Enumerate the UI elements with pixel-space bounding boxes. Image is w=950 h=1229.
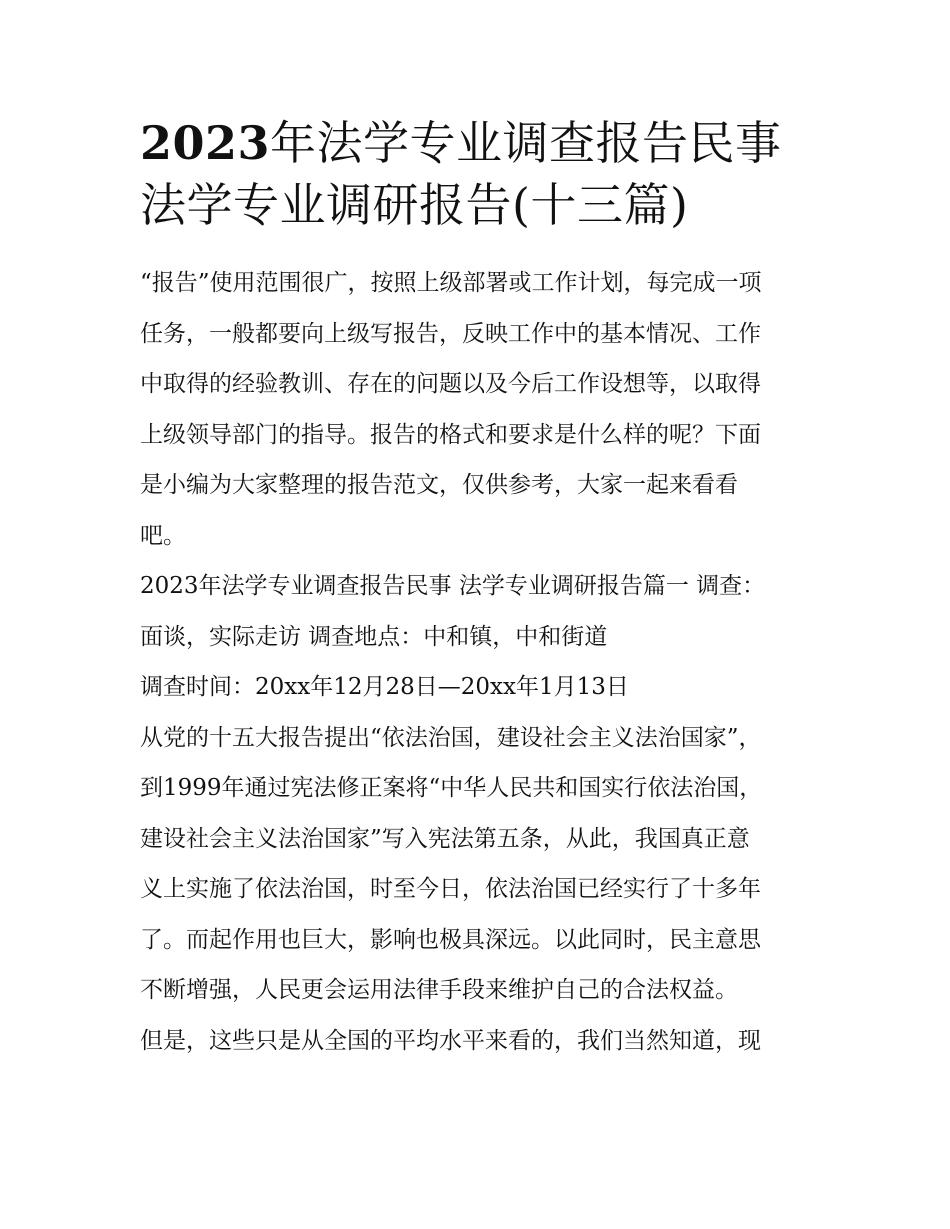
body-line: 义上实施了依法治国，时至今日，依法治国已经实行了十多年 xyxy=(140,876,761,902)
section-heading-line: 2023年法学专业调查报告民事 法学专业调研报告篇一 调查： xyxy=(140,573,766,599)
intro-line: 中取得的经验教训、存在的问题以及今后工作设想等，以取得 xyxy=(140,371,761,397)
intro-line: “报告”使用范围很广，按照上级部署或工作计划，每完成一项 xyxy=(140,270,762,296)
section-heading xyxy=(140,561,820,662)
intro-paragraph xyxy=(140,258,820,561)
document-content xyxy=(140,112,820,1066)
title-line-2: 法学专业调研报告(十三篇) xyxy=(140,178,689,232)
body-line: 到1999年通过宪法修正案将“中华人民共和国实行依法治国， xyxy=(140,775,763,801)
title-line-1 xyxy=(140,112,820,174)
survey-time xyxy=(140,662,820,713)
survey-time-line: 调查时间：20xx年12月28日—20xx年1月13日 xyxy=(140,674,629,700)
title-year: 2023 xyxy=(140,116,271,170)
body-line: 不断增强，人民更会运用法律手段来维护自己的合法权益。 xyxy=(140,977,738,1003)
intro-line: 吧。 xyxy=(140,522,186,549)
intro-line: 上级领导部门的指导。报告的格式和要求是什么样的呢？下面 xyxy=(140,421,761,448)
title-line-1-text: 年法学专业调查报告民事 xyxy=(270,116,782,170)
body-paragraph xyxy=(140,713,820,1067)
body-line: 建设社会主义法治国家”写入宪法第五条，从此，我国真正意 xyxy=(140,825,750,852)
body-line: 从党的十五大报告提出“依法治国，建设社会主义法治国家”， xyxy=(140,724,762,751)
intro-line: 任务，一般都要向上级写报告，反映工作中的基本情况、工作 xyxy=(140,320,761,347)
document-title xyxy=(140,112,820,236)
section-heading-line: 面谈，实际走访 调查地点：中和镇，中和街道 xyxy=(140,623,608,650)
body-line: 但是，这些只是从全国的平均水平来看的，我们当然知道，现 xyxy=(140,1027,761,1054)
intro-line: 是小编为大家整理的报告范文，仅供参考，大家一起来看看 xyxy=(140,472,738,498)
body-line: 了。而起作用也巨大，影响也极具深远。以此同时，民主意思 xyxy=(140,926,761,953)
